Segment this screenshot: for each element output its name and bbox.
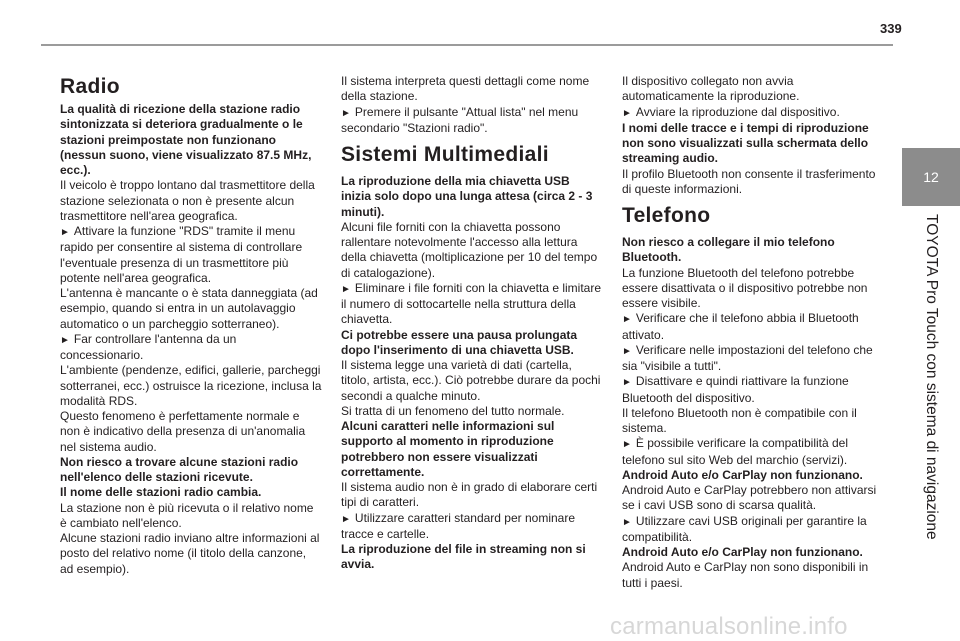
- paragraph-text: Non riesco a trovare alcune stazioni radio nell'elenco delle stazioni ricevute.: [60, 454, 299, 484]
- question-heading: [60, 485, 322, 500]
- paragraph-text: La riproduzione del file in streaming non si avvia.: [341, 542, 586, 572]
- paragraph-text: Verificare nelle impostazioni del telefono che sia "visibile a tutti".: [622, 342, 873, 373]
- body-text: [60, 409, 322, 455]
- body-text: [60, 286, 322, 332]
- body-text: [341, 480, 603, 511]
- paragraph-text: Il veicolo è troppo lontano dal trasmettitore della stazione selezionata o non è presente alcun trasmettitore nell'area geografica.: [60, 178, 315, 223]
- paragraph-text: Alcune stazioni radio inviano altre informazioni al posto del relativo nome (il titolo della canzone, ad esempio).: [60, 531, 320, 576]
- body-text: [60, 363, 322, 409]
- paragraph-text: Android Auto e CarPlay non sono disponibili in tutti i paesi.: [622, 560, 869, 590]
- page-number: 339: [880, 21, 902, 36]
- question-heading: [622, 545, 884, 560]
- question-heading: [622, 235, 884, 266]
- paragraph-text: Alcuni caratteri nelle informazioni sul supporto al momento in riproduzione potrebbero non essere visualizzati correttamente.: [341, 419, 555, 479]
- question-heading: [341, 174, 603, 220]
- body-text: [60, 531, 322, 577]
- body-text: [341, 74, 603, 105]
- action-step: [622, 374, 884, 406]
- action-step: [622, 514, 884, 546]
- body-text: [341, 404, 603, 419]
- action-step: [341, 511, 603, 543]
- paragraph-text: Far controllare l'antenna da un concessionario.: [60, 331, 237, 362]
- paragraph-text: Utilizzare cavi USB originali per garantire la compatibilità.: [622, 513, 867, 544]
- step-arrow-icon: ►: [622, 439, 632, 451]
- section-heading: Radio: [60, 75, 120, 98]
- column-multimedia: [341, 74, 603, 573]
- paragraph-text: Utilizzare caratteri standard per nominare tracce e cartelle.: [341, 510, 576, 541]
- chapter-title-strip: [902, 214, 960, 554]
- watermark: carmanualsonline.info: [610, 613, 848, 640]
- paragraph-text: Il dispositivo collegato non avvia automaticamente la riproduzione.: [622, 74, 800, 104]
- section-heading: Sistemi Multimediali: [341, 143, 549, 166]
- step-arrow-icon: ►: [60, 334, 70, 346]
- body-text: [622, 560, 884, 591]
- column-telephone: [622, 74, 884, 591]
- question-heading: [622, 468, 884, 483]
- action-step: [60, 224, 322, 286]
- paragraph-text: Android Auto e CarPlay potrebbero non attivarsi se i cavi USB sono di scarsa qualità.: [622, 483, 877, 513]
- step-arrow-icon: ►: [622, 377, 632, 389]
- action-step: [622, 105, 884, 121]
- question-heading: [622, 121, 884, 167]
- body-text: [60, 178, 322, 224]
- question-heading: [60, 455, 322, 486]
- paragraph-text: Verificare che il telefono abbia il Bluetooth attivato.: [622, 311, 859, 342]
- step-arrow-icon: ►: [622, 516, 632, 528]
- paragraph-text: Questo fenomeno è perfettamente normale e non è indicativo della presenza di un'anomalia nel sistema audio.: [60, 409, 306, 454]
- paragraph-text: Ci potrebbe essere una pausa prolungata dopo l'inserimento di una chiavetta USB.: [341, 327, 578, 357]
- step-arrow-icon: ►: [622, 345, 632, 357]
- section-heading: Telefono: [622, 204, 711, 227]
- paragraph-text: Attivare la funzione "RDS" tramite il menu rapido per consentire al sistema di controllare l'eventuale presenza di un trasmettitore più potente nell'area geografica.: [60, 224, 303, 285]
- step-arrow-icon: ►: [341, 283, 351, 295]
- paragraph-text: Android Auto e/o CarPlay non funzionano.: [622, 467, 863, 482]
- body-text: [341, 220, 603, 281]
- column-radio: [60, 74, 322, 577]
- paragraph-text: Eliminare i file forniti con la chiavetta e limitare il numero di sottocartelle nella struttura della chiavetta.: [341, 280, 602, 327]
- step-arrow-icon: ►: [341, 107, 351, 119]
- paragraph-text: Il profilo Bluetooth non consente il trasferimento di queste informazioni.: [622, 166, 876, 196]
- paragraph-text: L'antenna è mancante o è stata danneggiata (ad esempio, quando si entra in un autolavaggio automatico o un parcheggio sotterraneo).: [60, 286, 318, 331]
- body-text: [622, 266, 884, 312]
- paragraph-text: I nomi delle tracce e i tempi di riproduzione non sono visualizzati sulla schermata dello streaming audio.: [622, 120, 869, 166]
- paragraph-text: La qualità di ricezione della stazione radio sintonizzata si deteriora gradualmente o le stazioni preimpostate non funzionano (nessun suono, viene visualizzato 87.5 MHz, ecc.).: [60, 102, 312, 177]
- paragraph-text: La funzione Bluetooth del telefono potrebbe essere disattivata o il dispositivo potrebbe non essere visibile.: [622, 265, 868, 310]
- paragraph-text: È possibile verificare la compatibilità del telefono sul sito Web del marchio (servizi).: [622, 436, 849, 467]
- question-heading: [341, 328, 603, 359]
- paragraph-text: Alcuni file forniti con la chiavetta possono rallentare notevolmente l'accesso alla lettura della chiavetta (moltiplicazione per 10 del tempo di catalogazione).: [341, 219, 598, 280]
- paragraph-text: Premere il pulsante "Attual lista" nel menu secondario "Stazioni radio".: [341, 104, 579, 135]
- chapter-tab: 12: [902, 148, 960, 206]
- body-text: [622, 74, 884, 105]
- action-step: [622, 343, 884, 375]
- body-text: [60, 501, 322, 532]
- step-arrow-icon: ►: [60, 227, 70, 238]
- action-step: [622, 311, 884, 343]
- paragraph-text: Android Auto e/o CarPlay non funzionano.: [622, 545, 863, 559]
- paragraph-text: Il sistema interpreta questi dettagli come nome della stazione.: [341, 74, 590, 104]
- paragraph-text: Non riesco a collegare il mio telefono Bluetooth.: [622, 235, 835, 265]
- action-step: [341, 281, 603, 328]
- action-step: [341, 105, 603, 137]
- body-text: [622, 483, 884, 514]
- body-text: [622, 406, 884, 437]
- step-arrow-icon: ►: [622, 107, 632, 119]
- chapter-title: TOYOTA Pro Touch con sistema di navigazione: [923, 214, 940, 540]
- paragraph-text: Il nome delle stazioni radio cambia.: [60, 485, 262, 500]
- body-text: [622, 167, 884, 198]
- action-step: [60, 332, 322, 364]
- paragraph-text: L'ambiente (pendenze, edifici, gallerie, parcheggi sotterranei, ecc.) ostruisce la ricezione, inclusa la modalità RDS.: [60, 363, 322, 408]
- paragraph-text: Si tratta di un fenomeno del tutto normale.: [341, 403, 565, 418]
- step-arrow-icon: ►: [341, 513, 351, 525]
- action-step: [622, 436, 884, 468]
- question-heading: [60, 102, 322, 178]
- paragraph-text: Il sistema legge una varietà di dati (cartella, titolo, artista, ecc.). Ciò potrebbe durare da pochi secondi a qualche minuto.: [341, 358, 601, 403]
- paragraph-text: Disattivare e quindi riattivare la funzione Bluetooth del dispositivo.: [622, 374, 849, 405]
- paragraph-text: Il telefono Bluetooth non è compatibile con il sistema.: [622, 405, 857, 435]
- paragraph-text: Il sistema audio non è in grado di elaborare certi tipi di caratteri.: [341, 480, 598, 510]
- step-arrow-icon: ►: [622, 314, 632, 326]
- body-text: [341, 358, 603, 404]
- paragraph-text: La riproduzione della mia chiavetta USB inizia solo dopo una lunga attesa (circa 2 - 3 minuti).: [341, 174, 593, 219]
- header-rule: [41, 44, 893, 46]
- paragraph-text: La stazione non è più ricevuta o il relativo nome è cambiato nell'elenco.: [60, 500, 314, 530]
- paragraph-text: Avviare la riproduzione dal dispositivo.: [635, 104, 840, 119]
- question-heading: [341, 419, 603, 480]
- question-heading: [341, 542, 603, 573]
